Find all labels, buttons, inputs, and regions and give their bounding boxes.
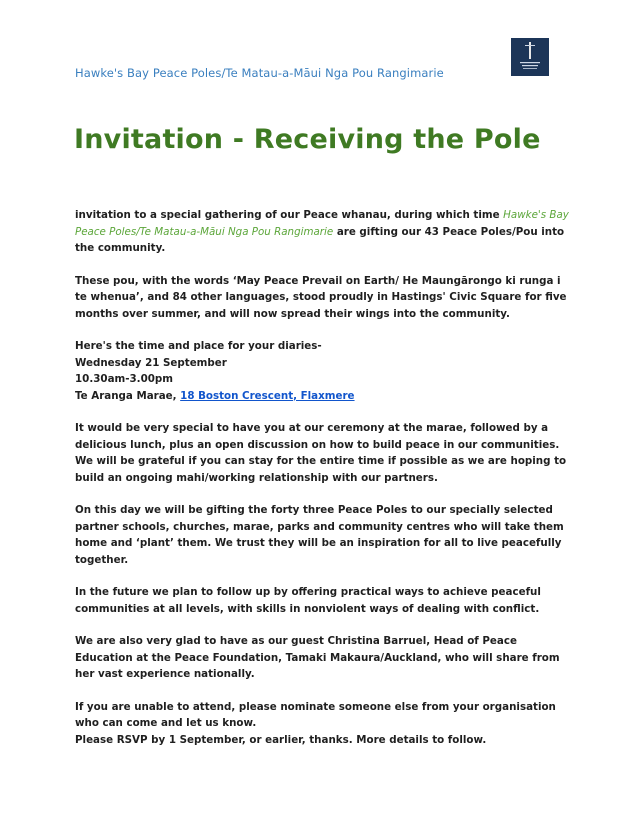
- event-time: 10.30am-3.00pm: [75, 373, 174, 385]
- nominate-paragraph: If you are unable to attend, please nominate someone else from your organisation who can come and let us know.: [75, 700, 556, 729]
- org-header: Hawke's Bay Peace Poles/Te Matau-a-Māui Nga Pou Rangimarie: [75, 66, 444, 80]
- intro-paragraph: [75, 207, 570, 257]
- guest-paragraph: We are also very glad to have as our guest Christina Barruel, Head of Peace Education at the Peace Foundation, Tamaki Makaura/Auckland, who will share from her vast experience nationally.: [75, 635, 560, 680]
- invitation-body: [75, 207, 570, 748]
- venue-name: Te Aranga Marae,: [75, 389, 181, 402]
- intro-text-end: are gifting our 43 Peace Poles/Pou into the community.: [75, 225, 565, 254]
- event-date: Wednesday 21 September: [75, 356, 227, 369]
- grateful-paragraph: We will be grateful if you can stay for the entire time if possible as we are hoping to build an ongoing mahi/working relationship with our partners.: [75, 455, 567, 484]
- peace-pole-logo-icon: [511, 38, 549, 76]
- ceremony-paragraph: It would be very special to have you at our ceremony at the marae, followed by a delicious lunch, plus an open discussion on how to build peace in our communities.: [75, 422, 560, 451]
- rsvp-paragraph: Please RSVP by 1 September, or earlier, thanks. More details to follow.: [75, 733, 487, 746]
- event-venue: [75, 388, 570, 405]
- intro-text: invitation to a special gathering of our Peace whanau, during which time: [75, 209, 504, 221]
- venue-address-link[interactable]: 18 Boston Crescent, Flaxmere: [180, 389, 355, 402]
- pou-paragraph: These pou, with the words ‘May Peace Prevail on Earth/ He Maungārongo ki runga i te whenua’, and 84 other languages, stood proudly in Hastings' Civic Square for five months over summer, and will now spread their wings into the community.: [75, 274, 567, 320]
- org-name-italic: Hawke's Bay Peace Poles/Te Matau-a-Māui Nga Pou Rangimarie: [75, 209, 569, 238]
- page-title: Invitation - Receiving the Pole: [74, 124, 541, 155]
- gifting-paragraph: On this day we will be gifting the forty three Peace Poles to our specially selected partner schools, churches, marae, parks and community centres who will take them home and ‘plant’ them. We trust they will be an inspiration for all to live peacefully together.: [75, 504, 564, 566]
- future-paragraph: In the future we plan to follow up by offering practical ways to achieve peaceful communities at all levels, with skills in nonviolent ways of dealing with conflict.: [75, 586, 541, 615]
- details-intro: Here's the time and place for your diaries-: [75, 340, 322, 352]
